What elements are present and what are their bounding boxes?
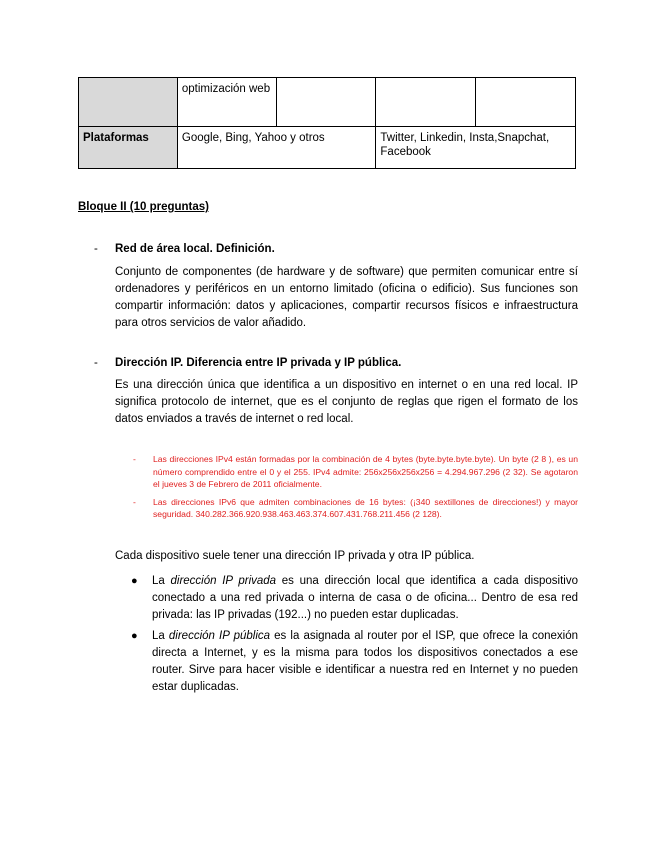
list-item bbox=[130, 453, 578, 491]
bullet-rest: es una dirección local que identifica a cada dispositivo conectado a una red privada o interna de casa o de oficina... Dentro de esa red privada: las IP privadas (192...) no pueden estar duplicadas. bbox=[152, 575, 578, 621]
section-paragraph: Es una dirección única que identifica a un dispositivo en internet o en una red local. IP significa protocolo de internet, que es el conjunto de reglas que rigen el formato de los datos enviados a través de internet o red local. bbox=[115, 379, 578, 425]
table-cell: optimización web bbox=[177, 78, 276, 127]
bullet-prefix: La bbox=[152, 575, 171, 587]
section-title: Red de área local. Definición. bbox=[115, 243, 275, 255]
comparison-table bbox=[78, 77, 576, 169]
table-row bbox=[79, 78, 576, 127]
bullet-emphasis: dirección IP pública bbox=[168, 630, 271, 642]
table-cell-label: Plataformas bbox=[79, 127, 178, 169]
bullet-icon: ● bbox=[131, 630, 138, 642]
table-cell bbox=[476, 78, 576, 127]
list-item bbox=[128, 628, 578, 696]
note-text: Las direcciones IPv4 están formadas por la combinación de 4 bytes (byte.byte.byte.byte). Un byte (2 8 ), es un número comprendido entre el 0 y el 255. IPv4 admite: 256x256x256x256 = 4.294.967.296 (2 32). Se agotaron el jueves 3 de Febrero de 2011 oficialmente. bbox=[153, 454, 578, 489]
list-item bbox=[130, 496, 578, 521]
table-row bbox=[79, 127, 576, 169]
dash-marker: - bbox=[133, 496, 136, 507]
table-cell bbox=[276, 78, 376, 127]
dash-marker: - bbox=[94, 357, 98, 369]
bullet-icon: ● bbox=[131, 575, 138, 587]
section-paragraph: Conjunto de componentes (de hardware y de software) que permiten comunicar entre sí ordenadores y periféricos en un entorno limitado (oficina o edificio). Sus funciones son compartir información: datos y aplicaciones, compartir recursos físicos e infraestructura para otros servicios de valor añadido. bbox=[115, 266, 578, 329]
dash-marker: - bbox=[94, 243, 98, 255]
table-cell: Twitter, Linkedin, Insta,Snapchat, Facebook bbox=[376, 127, 576, 169]
bullet-list bbox=[128, 573, 578, 700]
section-heading: Bloque II (10 preguntas) bbox=[78, 201, 209, 213]
section-title: Dirección IP. Diferencia entre IP privada y IP pública. bbox=[115, 357, 402, 369]
bullet-rest: es la asignada al router por el ISP, que ofrece la conexión directa a Internet, y es la misma para todos los dispositivos conectados a ese router. Sirve para hacer visible e identificar a nuestra red en Internet y no pueden estar duplicadas. bbox=[152, 630, 578, 693]
table-cell bbox=[376, 78, 476, 127]
bullet-emphasis: dirección IP privada bbox=[170, 575, 277, 587]
bullet-prefix: La bbox=[152, 630, 169, 642]
table-cell-label bbox=[79, 78, 178, 127]
note-text: Las direcciones IPv6 que admiten combinaciones de 16 bytes: (¡340 sextillones de direcciones!) y mayor seguridad. 340.282.366.920.938.463.463.374.607.431.768.211.456 (2 128). bbox=[153, 496, 578, 519]
dash-marker: - bbox=[133, 454, 136, 464]
list-item bbox=[128, 573, 578, 624]
intro-text: Cada dispositivo suele tener una dirección IP privada y otra IP pública. bbox=[115, 550, 475, 562]
table-cell: Google, Bing, Yahoo y otros bbox=[177, 127, 376, 169]
red-notes-list bbox=[130, 453, 578, 526]
